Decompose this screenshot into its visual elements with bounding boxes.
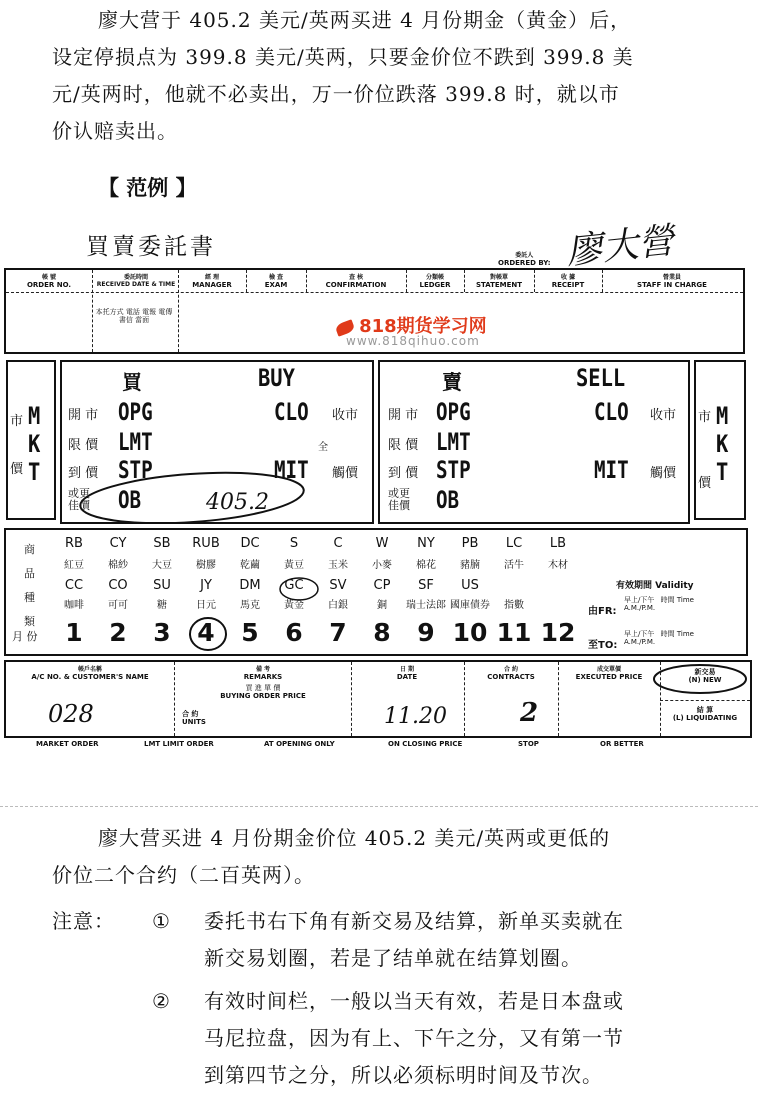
lower-col-date: 日 期 DATE <box>396 666 418 681</box>
commodity-name: 木材 <box>548 560 568 571</box>
commodity-code: CY <box>109 536 127 551</box>
month-4-circle <box>184 616 232 652</box>
commodity-cells <box>52 534 592 650</box>
intro-line-4: 价认赔卖出。 <box>52 119 178 143</box>
commodity-name: 銅 <box>377 600 387 611</box>
remarks-units: 合 約 UNITS <box>182 710 206 726</box>
ordered-by-label: 委託人 ORDERED BY: <box>498 252 551 267</box>
month-number: 1 <box>65 618 83 647</box>
lower-grid <box>4 660 752 738</box>
customer-handwritten: 028 <box>48 700 94 728</box>
watermark-logo: 818期货学习网 <box>336 312 487 338</box>
commodity-code: NY <box>417 536 435 551</box>
header-grid <box>4 268 745 354</box>
commodity-name: 玉米 <box>328 560 348 571</box>
sell-box: 賣 SELL 開 市 OPG CLO 收市 限 價 LMT 到 價 STP MIT 觸價 或更佳價 OB <box>378 360 690 524</box>
note-1-marker: ① <box>152 909 171 933</box>
commodity-name: 小麥 <box>372 560 392 571</box>
buy-box: 買 BUY 開 市 OPG CLO 收市 限 價 LMT 全 到 價 STP MIT 觸價 或更佳價 OB 405.2 <box>60 360 374 524</box>
commodity-code: SF <box>418 578 434 593</box>
lower-col-customer: 帳戶名稱 A/C NO. & CUSTOMER'S NAME <box>31 666 149 681</box>
commodity-code: SB <box>153 536 171 551</box>
commodity-code: SU <box>153 578 171 593</box>
commodity-name: 棉花 <box>416 560 436 571</box>
summary-line-2: 价位二个合约（二百英两）。 <box>52 863 315 887</box>
commodity-name: 黃金 <box>284 600 304 611</box>
header-col-ledger: 分類帳 LEDGER <box>419 274 451 289</box>
note-1: 委托书右下角有新交易及结算，新单买卖就在 新交易划圈，若是了结单就在结算划圈。 <box>204 909 624 970</box>
commodity-code: RUB <box>192 536 220 551</box>
commodity-name: 黃豆 <box>284 560 304 571</box>
month-number: 7 <box>329 618 347 647</box>
ordered-by-signature: 廖大營 <box>564 220 677 273</box>
commodity-name: 棉紗 <box>108 560 128 571</box>
buy-zh: 買 <box>122 370 142 394</box>
commodity-name: 乾繭 <box>240 560 260 571</box>
validity-panel: 有效期間 Validity 由FR: 早上/下午 時間 Time A.M./P.M. 至TO: 早上/下午 時間 Time A.M./P.M. <box>588 574 744 652</box>
commodity-name: 可可 <box>108 600 128 611</box>
header-note: 本托方式 電話 電報 電傳 書信 當面 <box>95 308 173 324</box>
header-col-staff: 營業員 STAFF IN CHARGE <box>637 274 707 289</box>
buy-handwritten-price: 405.2 <box>206 490 269 515</box>
header-col-received: 委託時間 RECEIVED DATE & TIME <box>96 274 176 288</box>
commodity-code: LB <box>549 536 567 551</box>
intro-line-2: 设定停损点为 399.8 美元/英两，只要金价位不跌到 399.8 美 <box>52 45 634 69</box>
mkt-left-box: 市 價 M K T <box>6 360 56 520</box>
note-2-marker: ② <box>152 989 171 1013</box>
month-number: 5 <box>241 618 259 647</box>
watermark-url: www.818qihuo.com <box>346 334 480 348</box>
commodity-code: RB <box>65 536 83 551</box>
note-2: 有效时间栏，一般以当天有效，若是日本盘或 马尼拉盘，因为有上、下午之分，又有第一节 到第四节之分，所以必须标明时间及节次。 <box>204 989 624 1087</box>
commodity-code: DC <box>240 536 260 551</box>
commodity-name: 糖 <box>157 600 167 611</box>
sell-zh: 賣 <box>442 370 462 394</box>
divider <box>0 806 758 807</box>
header-col-receipt: 收 據 RECEIPT <box>551 274 585 289</box>
header-col-manager: 經 理 MANAGER <box>192 274 232 289</box>
commodity-code: CC <box>64 578 84 593</box>
intro-line-1: 廖大营于 405.2 美元/英两买进 4 月份期金（黄金）后， <box>98 8 632 32</box>
buy-en: BUY <box>258 364 295 392</box>
new-trade-circle <box>646 662 750 696</box>
liquidate-option: 結 算 (L) LIQUIDATING <box>672 706 738 722</box>
header-col-statement: 對帳單 STATEMENT <box>475 274 523 289</box>
intro-line-3: 元/英两时，他就不必卖出，万一价位跌落 399.8 时，就以市 <box>52 82 620 106</box>
validity-fr: 由FR: <box>588 606 617 617</box>
commodity-side-label: 商 品 種 類 <box>24 543 35 628</box>
commodity-code: CO <box>108 578 128 593</box>
commodity-code: W <box>375 536 389 551</box>
order-type-labels: MARKET ORDER LMT LIMIT ORDER AT OPENING ONLY ON CLOSING PRICE STOP OR BETTER <box>36 740 644 748</box>
month-row-label: 月 份 <box>12 630 38 643</box>
contracts-handwritten: 2 <box>520 698 539 728</box>
commodity-name: 紅豆 <box>64 560 84 571</box>
lower-col-remarks: 備 考 REMARKS <box>243 666 283 681</box>
validity-label: 有效期間 Validity <box>616 581 694 591</box>
commodity-name: 指數 <box>504 600 524 611</box>
remarks-sub: 買 進 單 價 BUYING ORDER PRICE <box>220 684 306 700</box>
validity-to: 至TO: <box>588 640 618 651</box>
header-col-exam: 檢 查 EXAM <box>264 274 288 289</box>
commodity-name: 國庫債券 <box>450 600 490 611</box>
header-col-confirmation: 查 核 CONFIRMATION <box>325 274 387 289</box>
month-number: 9 <box>417 618 435 647</box>
commodity-code: GC <box>284 578 304 593</box>
notes-label: 注意： <box>52 909 115 933</box>
form-title: 買賣委託書 <box>86 234 216 260</box>
lower-col-contracts: 合 約 CONTRACTS <box>487 666 535 681</box>
commodity-name: 馬克 <box>240 600 260 611</box>
new-trade-option: 新交易 (N) NEW <box>688 668 722 684</box>
commodity-name: 樹膠 <box>196 560 216 571</box>
buy-price-circle <box>62 462 312 524</box>
month-number: 8 <box>373 618 391 647</box>
summary-line-1: 廖大营买进 4 月份期金价位 405.2 美元/英两或更低的 <box>98 826 611 850</box>
mkt-right-box: 市 價 M K T <box>694 360 746 520</box>
summary-paragraph <box>52 820 752 894</box>
sell-en: SELL <box>576 364 626 392</box>
month-number: 12 <box>540 618 576 647</box>
month-number: 2 <box>109 618 127 647</box>
header-col-order-no: 帳 號 ORDER NO. <box>26 274 72 289</box>
commodity-name: 白銀 <box>328 600 348 611</box>
commodity-code: C <box>333 536 343 551</box>
date-handwritten: 11.20 <box>384 704 447 729</box>
month-number: 6 <box>285 618 303 647</box>
commodity-code: US <box>461 578 479 593</box>
commodity-name: 咖啡 <box>64 600 84 611</box>
lower-col-executed: 成交單價 EXECUTED PRICE <box>575 666 643 681</box>
commodity-code: JY <box>200 578 212 593</box>
commodity-code: SV <box>329 578 347 593</box>
month-number: 3 <box>153 618 171 647</box>
month-number: 11 <box>496 618 532 647</box>
commodity-code: PB <box>461 536 479 551</box>
commodity-code: DM <box>239 578 261 593</box>
commodity-name: 活牛 <box>504 560 524 571</box>
gc-circle <box>276 576 322 602</box>
commodity-code: LC <box>505 536 523 551</box>
commodity-name: 大豆 <box>152 560 172 571</box>
commodity-name: 日元 <box>196 600 216 611</box>
commodity-name: 瑞士法郎 <box>406 600 446 611</box>
commodity-name: 豬腩 <box>460 560 480 571</box>
section-heading: 【 范例 】 <box>98 175 197 200</box>
commodity-code: CP <box>373 578 391 593</box>
commodity-code: S <box>289 536 299 551</box>
commodity-grid <box>4 528 748 656</box>
intro-paragraph <box>52 2 752 150</box>
month-number: 4 <box>197 618 215 647</box>
month-number: 10 <box>452 618 488 647</box>
